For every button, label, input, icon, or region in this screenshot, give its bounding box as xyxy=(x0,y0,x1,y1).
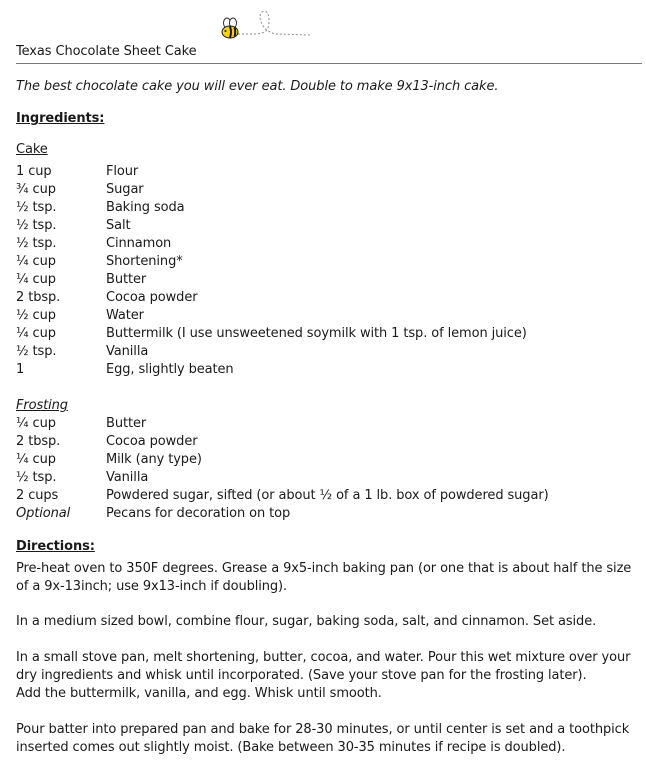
ingredient-quantity: ½ cup xyxy=(16,308,56,323)
cake-ingredient-list xyxy=(16,163,527,379)
ingredient-name: Powdered sugar, sifted (or about ½ of a 1 lb. box of powdered sugar) xyxy=(106,488,549,503)
ingredient-name: Salt xyxy=(106,218,131,233)
ingredient-row xyxy=(16,505,549,523)
directions-heading: Directions: xyxy=(16,539,95,554)
ingredient-row xyxy=(16,199,527,217)
ingredient-name: Pecans for decoration on top xyxy=(106,506,291,521)
ingredient-row xyxy=(16,253,527,271)
ingredient-row xyxy=(16,415,549,433)
ingredient-row xyxy=(16,307,527,325)
ingredient-name: Buttermilk (I use unsweetened soymilk with 1 tsp. of lemon juice) xyxy=(106,326,527,341)
direction-step: In a small stove pan, melt shortening, butter, cocoa, and water. Pour this wet mixture over your dry ingredients and whisk until incorporated. (Save your stove pan for the frosting later). xyxy=(16,650,631,683)
recipe-title: Texas Chocolate Sheet Cake xyxy=(16,44,197,59)
ingredient-name: Sugar xyxy=(106,182,144,197)
ingredient-quantity: ¼ cup xyxy=(16,254,56,269)
ingredient-name: Vanilla xyxy=(106,344,149,359)
direction-step: Pre-heat oven to 350F degrees. Grease a 9x5-inch baking pan (or one that is about half the size of a 9x-13inch; use 9x13-inch if doubling). xyxy=(16,561,632,594)
ingredient-quantity: Optional xyxy=(16,506,71,521)
ingredient-quantity: 1 xyxy=(16,362,25,377)
ingredient-quantity: ½ tsp. xyxy=(16,344,57,359)
ingredient-row xyxy=(16,235,527,253)
direction-step: In a medium sized bowl, combine flour, sugar, baking soda, salt, and cinnamon. Set aside. xyxy=(16,614,597,629)
ingredient-quantity: ¼ cup xyxy=(16,416,56,431)
ingredient-quantity: ¼ cup xyxy=(16,326,56,341)
ingredient-row xyxy=(16,271,527,289)
ingredient-row xyxy=(16,433,549,451)
ingredient-quantity: 2 tbsp. xyxy=(16,290,61,305)
ingredient-quantity: ½ tsp. xyxy=(16,470,57,485)
frosting-ingredient-list xyxy=(16,415,549,523)
ingredient-row xyxy=(16,451,549,469)
ingredient-name: Butter xyxy=(106,416,147,431)
ingredient-name: Cocoa powder xyxy=(106,290,198,305)
ingredient-row xyxy=(16,343,527,361)
ingredient-quantity: ½ tsp. xyxy=(16,236,57,251)
ingredient-row xyxy=(16,289,527,307)
ingredient-row xyxy=(16,487,549,505)
ingredient-name: Cinnamon xyxy=(106,236,172,251)
ingredient-quantity: ¾ cup xyxy=(16,182,56,197)
ingredient-name: Baking soda xyxy=(106,200,185,215)
direction-step: Add the buttermilk, vanilla, and egg. Whisk until smooth. xyxy=(16,686,382,701)
ingredient-quantity: 2 tbsp. xyxy=(16,434,61,449)
ingredient-name: Shortening* xyxy=(106,254,183,269)
ingredient-row xyxy=(16,469,549,487)
ingredient-name: Cocoa powder xyxy=(106,434,198,449)
title-divider xyxy=(16,63,642,64)
ingredient-name: Water xyxy=(106,308,144,323)
ingredient-row xyxy=(16,163,527,181)
cake-subheading: Cake xyxy=(16,142,48,157)
ingredient-quantity: ¼ cup xyxy=(16,452,56,467)
ingredient-quantity: ½ tsp. xyxy=(16,218,57,233)
direction-step: Pour batter into prepared pan and bake for 28-30 minutes, or until center is set and a toothpick inserted comes out slightly moist. (Bake between 30-35 minutes if recipe is doubled). xyxy=(16,722,630,755)
ingredient-name: Flour xyxy=(106,164,139,179)
ingredient-row xyxy=(16,325,527,343)
ingredient-row xyxy=(16,361,527,379)
frosting-subheading: Frosting xyxy=(16,398,68,413)
ingredient-row xyxy=(16,217,527,235)
ingredient-quantity: ¼ cup xyxy=(16,272,56,287)
recipe-intro: The best chocolate cake you will ever eat. Double to make 9x13-inch cake. xyxy=(16,79,499,94)
ingredient-row xyxy=(16,181,527,199)
ingredient-name: Milk (any type) xyxy=(106,452,202,467)
ingredients-heading: Ingredients: xyxy=(16,111,105,126)
ingredient-quantity: 1 cup xyxy=(16,164,52,179)
ingredient-name: Egg, slightly beaten xyxy=(106,362,234,377)
ingredient-quantity: ½ tsp. xyxy=(16,200,57,215)
bee-flight-path-icon xyxy=(206,8,316,40)
ingredient-name: Vanilla xyxy=(106,470,149,485)
ingredient-name: Butter xyxy=(106,272,147,287)
ingredient-quantity: 2 cups xyxy=(16,488,59,503)
